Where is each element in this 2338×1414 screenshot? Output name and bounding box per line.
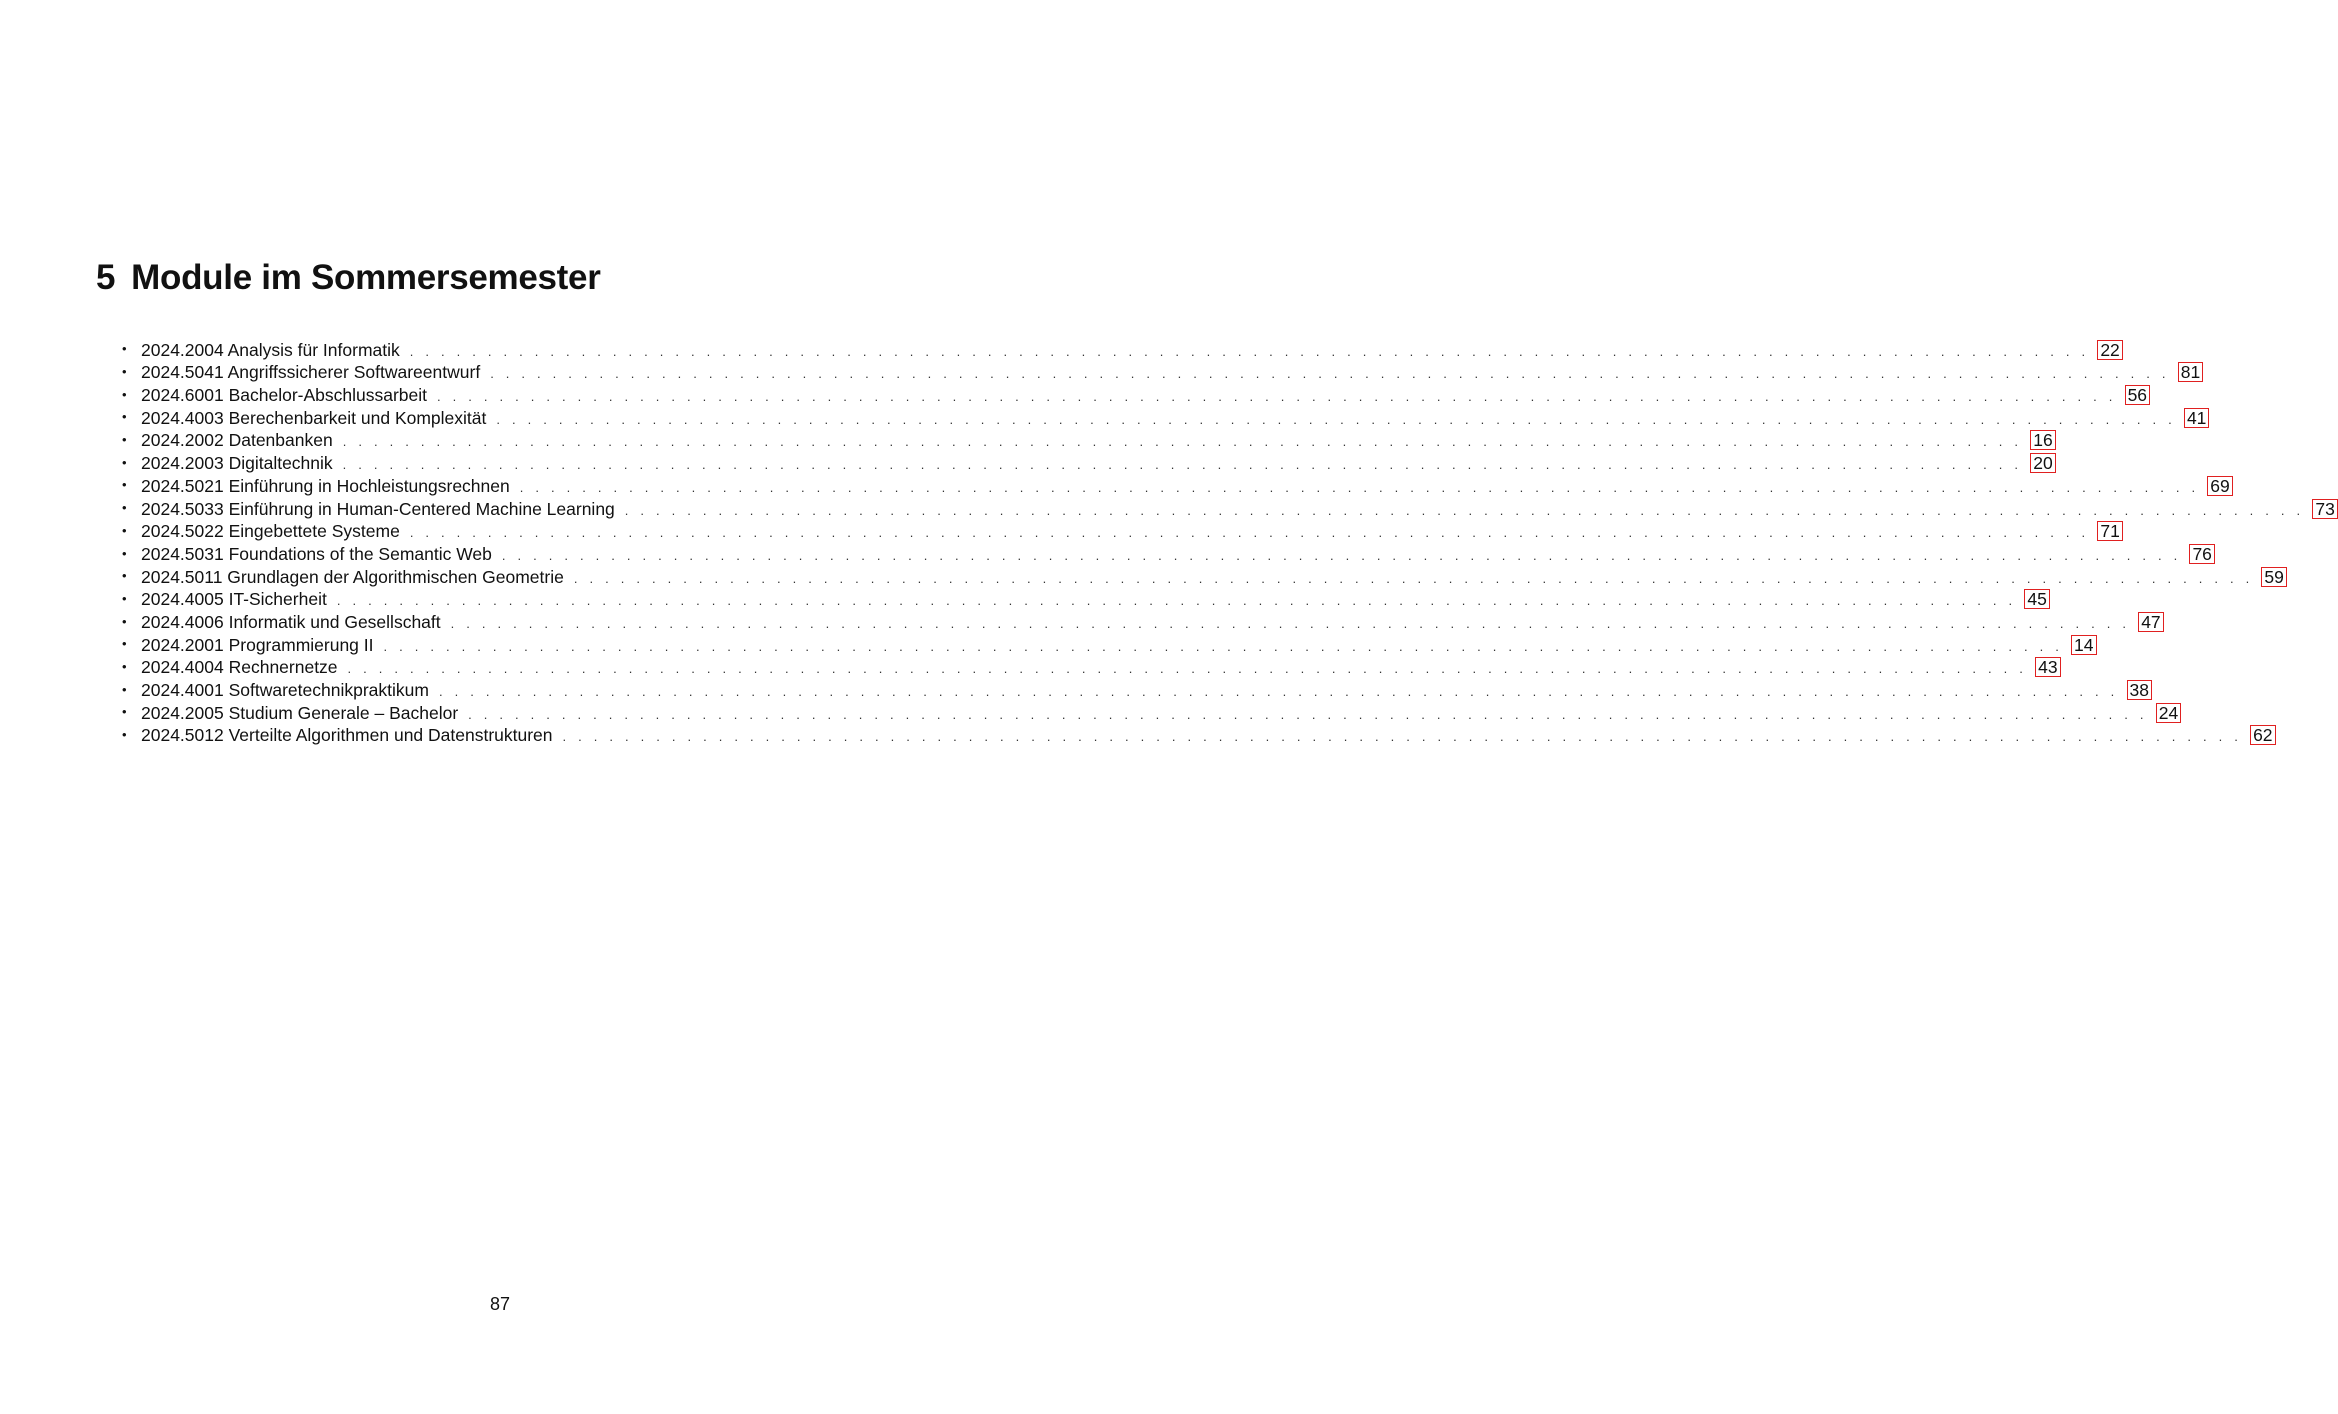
list-item (122, 451, 2053, 474)
list-item (122, 429, 2053, 452)
page-number-link[interactable]: 81 (2178, 362, 2203, 382)
list-item (122, 338, 2120, 361)
module-link[interactable]: 2024.4005 IT-Sicherheit (141, 589, 327, 610)
dot-leader: . . . . . . . . . . . . . . . . . . . . . . . . . . . . . . . . . . . . . . . . . . . . . . . . . . . . . . . . . . . . . . . . . . . . . . . . . . . . . . . . . . . . . . . . . . . . . . . . . . . . . . . . . . . . (450, 615, 2131, 631)
bullet-icon: • (122, 454, 127, 470)
dot-leader: . . . . . . . . . . . . . . . . . . . . . . . . . . . . . . . . . . . . . . . . . . . . . . . . . . . . . . . . . . . . . . . . . . . . . . . . . . . . . . . . . . . . . . . . . . . . . . . . . . . . . . . . . . . . (342, 457, 2023, 473)
dot-leader: . . . . . . . . . . . . . . . . . . . . . . . . . . . . . . . . . . . . . . . . . . . . . . . . . . . . . . . . . . . . . . . . . . . . . . . . . . . . . . . . . . . . . . . . . . . . . . . . . . . . . . . . . . . . (562, 729, 2243, 745)
list-item (122, 656, 2058, 679)
list-item (122, 678, 2149, 701)
module-link[interactable]: 2024.4004 Rechnernetze (141, 657, 338, 678)
module-link[interactable]: 2024.5011 Grundlagen der Algorithmischen Geometrie (141, 566, 564, 587)
module-link[interactable]: 2024.5022 Eingebettete Systeme (141, 521, 400, 542)
list-item (122, 542, 2212, 565)
bullet-icon: • (122, 704, 127, 720)
dot-leader: . . . . . . . . . . . . . . . . . . . . . . . . . . . . . . . . . . . . . . . . . . . . . . . . . . . . . . . . . . . . . . . . . . . . . . . . . . . . . . . . . . . . . . . . . . . . . . . . . . . . . . . . . . . . (624, 502, 2305, 518)
list-item (122, 497, 2335, 520)
dot-leader: . . . . . . . . . . . . . . . . . . . . . . . . . . . . . . . . . . . . . . . . . . . . . . . . . . . . . . . . . . . . . . . . . . . . . . . . . . . . . . . . . . . . . . . . . . . . . . . . . . . . . . . . . . . . (501, 547, 2182, 563)
list-item (122, 701, 2179, 724)
module-link[interactable]: 2024.5012 Verteilte Algorithmen und Datenstrukturen (141, 725, 553, 746)
bullet-icon: • (122, 636, 127, 652)
module-link[interactable]: 2024.5031 Foundations of the Semantic Web (141, 543, 492, 564)
section-number: 5 (96, 258, 116, 297)
bullet-icon: • (122, 568, 127, 584)
list-item (122, 474, 2230, 497)
module-link[interactable]: 2024.4001 Softwaretechnikpraktikum (141, 680, 429, 700)
module-link[interactable]: 2024.2001 Programmierung II (141, 634, 374, 655)
bullet-icon: • (122, 477, 127, 493)
page-number-link[interactable]: 73 (2312, 499, 2337, 519)
bullet-icon: • (122, 681, 127, 697)
page-number-link[interactable]: 76 (2189, 544, 2214, 564)
page-number-link[interactable]: 14 (2071, 635, 2096, 655)
dot-leader: . . . . . . . . . . . . . . . . . . . . . . . . . . . . . . . . . . . . . . . . . . . . . . . . . . . . . . . . . . . . . . . . . . . . . . . . . . . . . . . . . . . . . . . . . . . . . . . . . . . . . . . . . . . . (347, 661, 2028, 677)
list-item (122, 520, 2120, 543)
bullet-icon: • (122, 522, 127, 538)
list-item (122, 565, 2284, 588)
module-link[interactable]: 2024.2002 Datenbanken (141, 430, 333, 451)
dot-leader: . . . . . . . . . . . . . . . . . . . . . . . . . . . . . . . . . . . . . . . . . . . . . . . . . . . . . . . . . . . . . . . . . . . . . . . . . . . . . . . . . . . . . . . . . . . . . . . . . . . . . . . . . . . . (468, 706, 2148, 722)
list-item (122, 724, 2273, 747)
bullet-icon: • (122, 364, 127, 380)
bullet-icon: • (122, 341, 127, 357)
bullet-icon: • (122, 658, 127, 674)
list-item (122, 633, 2094, 656)
page-number-link[interactable]: 71 (2097, 521, 2122, 541)
list-item (122, 383, 2148, 406)
page-number-link[interactable]: 43 (2035, 657, 2060, 677)
dot-leader: . . . . . . . . . . . . . . . . . . . . . . . . . . . . . . . . . . . . . . . . . . . . . . . . . . . . . . . . . . . . . . . . . . . . . . . . . . . . . . . . . . . . . . . . . . . . . . . . . . . . . . . . . . . . (496, 411, 2176, 427)
section-heading (96, 258, 601, 298)
dot-leader: . . . . . . . . . . . . . . . . . . . . . . . . . . . . . . . . . . . . . . . . . . . . . . . . . . . . . . . . . . . . . . . . . . . . . . . . . . . . . . . . . . . . . . . . . . . . . . . . . . . . . . . . . . . . (437, 389, 2117, 405)
section-title: Module im Sommersemester (131, 258, 601, 297)
list-item (122, 406, 2207, 429)
bullet-icon: • (122, 386, 127, 402)
dot-leader: . . . . . . . . . . . . . . . . . . . . . . . . . . . . . . . . . . . . . . . . . . . . . . . . . . . . . . . . . . . . . . . . . . . . . . . . . . . . . . . . . . . . . . . . . . . . . . . . . . . . . . . . . . . . (490, 366, 2170, 382)
dot-leader: . . . . . . . . . . . . . . . . . . . . . . . . . . . . . . . . . . . . . . . . . . . . . . . . . . . . . . . . . . . . . . . . . . . . . . . . . . . . . . . . . . . . . . . . . . . . . . . . . . . . . . . . . . . . (336, 593, 2017, 609)
dot-leader: . . . . . . . . . . . . . . . . . . . . . . . . . . . . . . . . . . . . . . . . . . . . . . . . . . . . . . . . . . . . . . . . . . . . . . . . . . . . . . . . . . . . . . . . . . . . . . . . . . . . . . . . . . . . (438, 684, 2119, 699)
page-number-link[interactable]: 47 (2138, 612, 2163, 632)
bullet-icon: • (122, 727, 127, 743)
page-number-link[interactable]: 59 (2261, 567, 2286, 587)
bullet-icon: • (122, 590, 127, 606)
page-number-link[interactable]: 45 (2024, 589, 2049, 609)
module-link[interactable]: 2024.6001 Bachelor-Abschlussarbeit (141, 385, 428, 406)
module-link[interactable]: 2024.2003 Digitaltechnik (141, 453, 333, 474)
module-link[interactable]: 2024.5033 Einführung in Human-Centered Machine Learning (141, 498, 615, 519)
module-link[interactable]: 2024.2005 Studium Generale – Bachelor (141, 702, 459, 723)
bullet-icon: • (122, 432, 127, 448)
page-number: 87 (489, 1294, 511, 1314)
page-number-link[interactable]: 62 (2250, 725, 2275, 745)
dot-leader: . . . . . . . . . . . . . . . . . . . . . . . . . . . . . . . . . . . . . . . . . . . . . . . . . . . . . . . . . . . . . . . . . . . . . . . . . . . . . . . . . . . . . . . . . . . . . . . . . . . . . . . . . . . . (383, 638, 2064, 654)
module-link[interactable]: 2024.5041 Angriffssicherer Softwareentwurf (141, 362, 481, 383)
list-item (122, 361, 2201, 384)
bullet-icon: • (122, 500, 127, 516)
page-number-link[interactable]: 38 (2127, 680, 2152, 700)
page-number-link[interactable]: 24 (2156, 703, 2181, 723)
page-number-link[interactable]: 56 (2125, 385, 2150, 405)
dot-leader: . . . . . . . . . . . . . . . . . . . . . . . . . . . . . . . . . . . . . . . . . . . . . . . . . . . . . . . . . . . . . . . . . . . . . . . . . . . . . . . . . . . . . . . . . . . . . . . . . . . . . . . . . . . . (342, 434, 2023, 450)
bullet-icon: • (122, 545, 127, 561)
bullet-icon: • (122, 409, 127, 425)
module-link[interactable]: 2024.4006 Informatik und Gesellschaft (141, 611, 441, 632)
page-number-link[interactable]: 41 (2184, 408, 2209, 428)
module-link[interactable]: 2024.4003 Berechenbarkeit und Komplexität (141, 407, 487, 428)
list-item (122, 588, 2047, 611)
page-number-link[interactable]: 16 (2030, 430, 2055, 450)
list-item (122, 610, 2161, 633)
module-link[interactable]: 2024.2004 Analysis für Informatik (141, 339, 400, 360)
bullet-icon: • (122, 613, 127, 629)
page-number-link[interactable]: 69 (2207, 476, 2232, 496)
dot-leader: . . . . . . . . . . . . . . . . . . . . . . . . . . . . . . . . . . . . . . . . . . . . . . . . . . . . . . . . . . . . . . . . . . . . . . . . . . . . . . . . . . . . . . . . . . . . . . . . . . . . . . . . . . . . (573, 570, 2254, 586)
page-number-link[interactable]: 20 (2030, 453, 2055, 473)
module-list (122, 338, 2335, 746)
dot-leader: . . . . . . . . . . . . . . . . . . . . . . . . . . . . . . . . . . . . . . . . . . . . . . . . . . . . . . . . . . . . . . . . . . . . . . . . . . . . . . . . . . . . . . . . . . . . . . . . . . . . . . . . . . . . (519, 479, 2200, 495)
dot-leader: . . . . . . . . . . . . . . . . . . . . . . . . . . . . . . . . . . . . . . . . . . . . . . . . . . . . . . . . . . . . . . . . . . . . . . . . . . . . . . . . . . . . . . . . . . . . . . . . . . . . . . . . . . . . (409, 525, 2090, 541)
dot-leader: . . . . . . . . . . . . . . . . . . . . . . . . . . . . . . . . . . . . . . . . . . . . . . . . . . . . . . . . . . . . . . . . . . . . . . . . . . . . . . . . . . . . . . . . . . . . . . . . . . . . . . . . . . . . (409, 343, 2090, 359)
page-number-link[interactable]: 22 (2097, 340, 2122, 360)
module-link[interactable]: 2024.5021 Einführung in Hochleistungsrechnen (141, 475, 510, 496)
